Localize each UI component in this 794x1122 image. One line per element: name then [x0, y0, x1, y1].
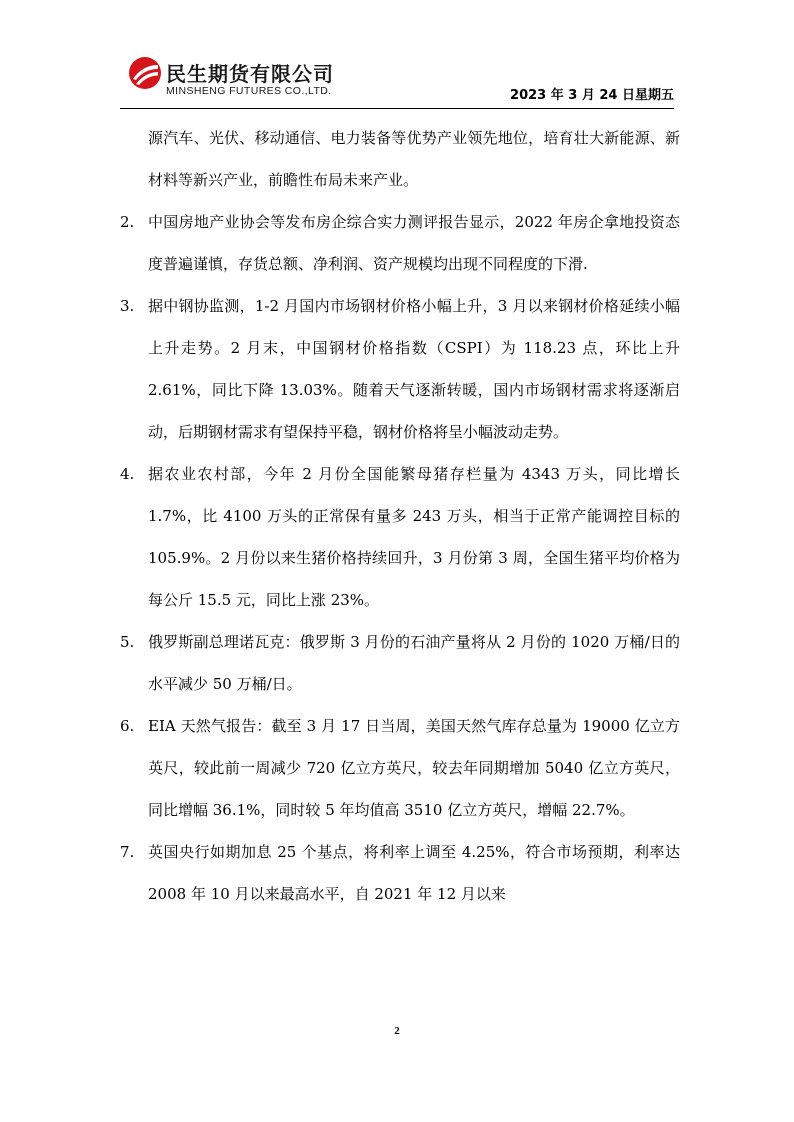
item-text: 据农业农村部，今年 2 月份全国能繁母猪存栏量为 4343 万头，同比增长 1.7%，比 4100 万头的正常保有量多 243 万头，相当于正常产能调控目标的 105.9%。2 月份以来生猪价格持续回升，3 月份第 3 周，全国生猪平均价格为每公斤 15.5 元，同比上涨 23%。 — [148, 465, 680, 609]
list-item — [112, 285, 680, 453]
item-number: 3. — [120, 297, 135, 315]
company-name-cn: 民生期货有限公司 — [166, 62, 334, 86]
continued-paragraph: 源汽车、光伏、移动通信、电力装备等优势产业领先地位，培育壮大新能源、新材料等新兴产业，前瞻性布局未来产业。 — [148, 129, 680, 189]
header-divider — [120, 108, 674, 109]
item-number: 7. — [120, 843, 135, 861]
report-date: 2023 年 3 月 24 日星期五 — [510, 88, 674, 103]
list-item — [112, 705, 680, 831]
item-number: 5. — [120, 633, 135, 651]
news-list — [112, 117, 680, 915]
list-item — [112, 453, 680, 621]
list-item — [112, 831, 680, 915]
item-text: 俄罗斯副总理诺瓦克：俄罗斯 3 月份的石油产量将从 2 月份的 1020 万桶/日的水平减少 50 万桶/日。 — [148, 633, 680, 693]
company-name-en: MINSHENG FUTURES CO.,LTD. — [166, 85, 332, 97]
item-text: 英国央行如期加息 25 个基点，将利率上调至 4.25%，符合市场预期，利率达 2008 年 10 月以来最高水平，自 2021 年 12 月以来 — [148, 843, 680, 903]
item-number: 4. — [120, 465, 135, 483]
item-text: 据中钢协监测，1-2 月国内市场钢材价格小幅上升，3 月以来钢材价格延续小幅上升走势。2 月末，中国钢材价格指数（CSPI）为 118.23 点，环比上升 2.61%，同比下降 13.03%。随着天气逐渐转暖，国内市场钢材需求将逐渐启动，后期钢材需求有望保持平稳，钢材价格将呈小幅波动走势。 — [148, 297, 680, 441]
page-number: 2 — [394, 1025, 400, 1037]
company-logo — [128, 56, 368, 104]
item-number: 6. — [120, 717, 135, 735]
minsheng-logo-icon — [128, 56, 162, 90]
list-item — [112, 201, 680, 285]
item-number: 2. — [120, 213, 135, 231]
item-text: 中国房地产业协会等发布房企综合实力测评报告显示，2022 年房企拿地投资态度普遍谨慎，存货总额、净利润、资产规模均出现不同程度的下滑. — [148, 213, 680, 273]
list-item — [112, 621, 680, 705]
item-text: EIA 天然气报告：截至 3 月 17 日当周，美国天然气库存总量为 19000 亿立方英尺，较此前一周减少 720 亿立方英尺，较去年同期增加 5040 亿立方英尺，同比增幅 36.1%，同时较 5 年均值高 3510 亿立方英尺，增幅 22.7%。 — [148, 717, 680, 819]
page-header — [0, 0, 794, 110]
